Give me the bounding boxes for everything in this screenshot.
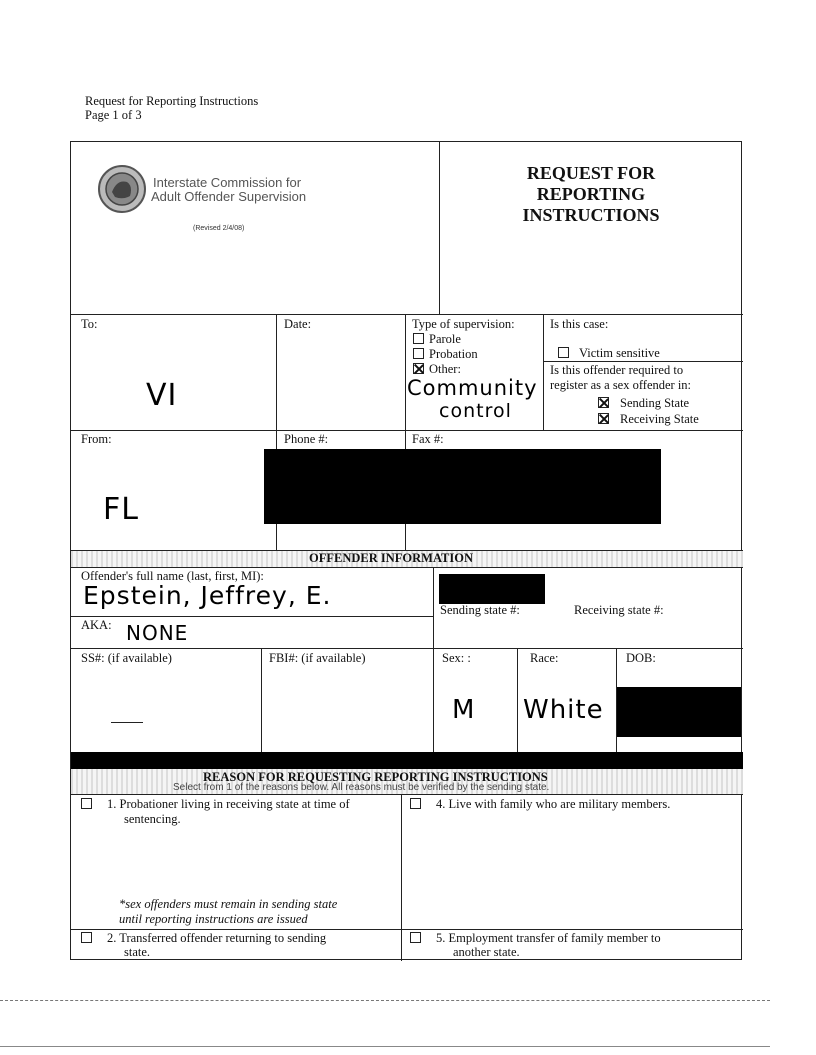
page-edge-dashed-line: [0, 1000, 770, 1001]
reason-1-line-1: 1. Probationer living in receiving state at time of: [107, 797, 350, 811]
reason-5-line-2: another state.: [453, 945, 520, 959]
redacted-phone-fax: [264, 449, 661, 524]
reason-1-checkbox[interactable]: [81, 798, 92, 809]
race-label: Race:: [530, 651, 559, 665]
to-value[interactable]: VI: [146, 378, 178, 413]
divider: [543, 361, 743, 362]
document-header: [85, 94, 258, 122]
divider: [261, 648, 262, 752]
reason-5-checkbox[interactable]: [410, 932, 421, 943]
phone-label: Phone #:: [284, 432, 329, 446]
race-value[interactable]: White: [523, 695, 604, 725]
reason-5-line-1: 5. Employment transfer of family member to: [436, 931, 661, 945]
receiving-state-checkbox[interactable]: [598, 413, 609, 424]
document-title: Request for Reporting Instructions: [85, 94, 259, 108]
divider: [71, 616, 433, 617]
sending-state-label: Sending State: [620, 396, 690, 410]
form-title-line-2: REPORTING: [536, 184, 646, 204]
sex-offender-note-line-2: until reporting instructions are issued: [119, 912, 308, 926]
logo-line-2: Adult Offender Supervision: [151, 189, 307, 204]
dob-label: DOB:: [626, 651, 656, 665]
other-value-line-1[interactable]: Community: [407, 376, 538, 400]
name-label: Offender's full name (last, first, MI):: [81, 569, 264, 583]
reason-4-checkbox[interactable]: [410, 798, 421, 809]
parole-label: Parole: [429, 332, 461, 346]
date-label: Date:: [284, 317, 312, 331]
probation-checkbox[interactable]: [413, 348, 424, 359]
divider: [71, 648, 743, 649]
page-edge-line: [0, 1046, 770, 1047]
revision-date: (Revised 2/4/08): [193, 225, 245, 232]
redacted-dob: [617, 687, 741, 737]
divider: [71, 314, 743, 315]
supervision-type-label: Type of supervision:: [412, 317, 515, 331]
parole-checkbox[interactable]: [413, 333, 424, 344]
receiving-state-number-label: Receiving state #:: [574, 603, 664, 617]
request-form: [70, 141, 742, 960]
divider: [517, 648, 518, 752]
reason-2-checkbox[interactable]: [81, 932, 92, 943]
sending-state-number-label: Sending state #:: [440, 603, 520, 617]
divider: [71, 929, 743, 930]
redaction-bar: [71, 752, 743, 769]
fax-label: Fax #:: [412, 432, 444, 446]
name-value[interactable]: Epstein, Jeffrey, E.: [83, 581, 332, 610]
reason-4-label: 4. Live with family who are military members.: [436, 797, 671, 811]
sex-offender-note-line-1: *sex offenders must remain in sending state: [119, 897, 338, 911]
reason-subtitle: Select from 1 of the reasons below. All reasons must be verified by the sending state.: [173, 782, 550, 793]
register-question-line-1: Is this offender required to: [550, 363, 684, 377]
divider: [71, 794, 743, 795]
register-question-line-2: register as a sex offender in:: [550, 378, 692, 392]
divider: [401, 794, 402, 961]
reason-section-title: REASON FOR REQUESTING REPORTING INSTRUCTIONS: [203, 770, 548, 784]
receiving-state-label: Receiving State: [620, 412, 699, 426]
other-label: Other:: [429, 362, 461, 376]
probation-label: Probation: [429, 347, 478, 361]
logo-line-1: Interstate Commission for: [153, 175, 302, 190]
from-label: From:: [81, 432, 112, 446]
divider: [439, 142, 440, 314]
from-value[interactable]: FL: [103, 492, 139, 527]
reason-2-line-2: state.: [124, 945, 151, 959]
sending-state-checkbox[interactable]: [598, 397, 609, 408]
sex-value[interactable]: M: [452, 695, 476, 725]
commission-seal-icon: [97, 164, 147, 214]
reason-1-line-2: sentencing.: [124, 812, 181, 826]
victim-sensitive-label: Victim sensitive: [579, 346, 660, 360]
divider: [71, 567, 743, 568]
ssn-handwritten-dash: [111, 722, 143, 723]
other-checkbox[interactable]: [413, 363, 424, 374]
form-title-line-1: REQUEST FOR: [526, 163, 656, 183]
case-label: Is this case:: [550, 317, 609, 331]
other-value-line-2[interactable]: control: [439, 400, 512, 422]
to-label: To:: [81, 317, 98, 331]
sex-label: Sex: :: [442, 651, 471, 665]
victim-sensitive-checkbox[interactable]: [558, 347, 569, 358]
aka-value[interactable]: NONE: [126, 621, 189, 645]
redacted-offender-number: [439, 574, 545, 604]
divider: [543, 314, 544, 430]
fbi-label: FBI#: (if available): [269, 651, 366, 665]
aka-label: AKA:: [81, 618, 112, 632]
ssn-label: SS#: (if available): [81, 651, 172, 665]
offender-section-title: OFFENDER INFORMATION: [309, 551, 474, 565]
page-number: Page 1 of 3: [85, 108, 142, 122]
divider: [71, 430, 743, 431]
form-title-line-3: INSTRUCTIONS: [522, 205, 660, 225]
reason-2-line-1: 2. Transferred offender returning to sending: [107, 931, 327, 945]
